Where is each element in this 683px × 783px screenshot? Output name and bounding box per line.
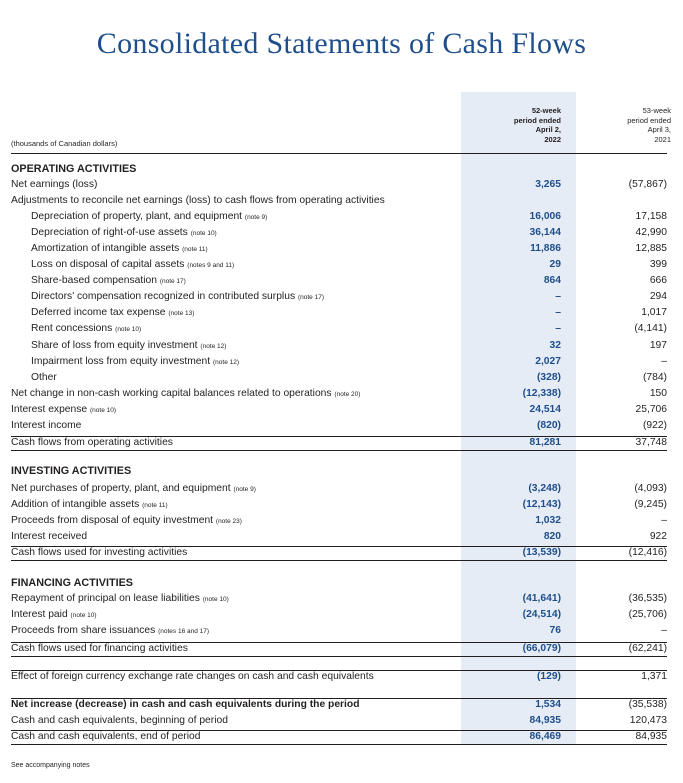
current-period-value: 29 xyxy=(549,259,561,270)
row-label xyxy=(11,625,209,636)
prior-period-value: 1,371 xyxy=(641,671,667,682)
table-row xyxy=(11,226,667,241)
current-period-value: (12,338) xyxy=(522,388,561,399)
row-label xyxy=(11,609,97,620)
row-label xyxy=(31,323,141,334)
prior-period-header: 53-week period ended April 3, 2021 xyxy=(627,106,671,144)
table-row xyxy=(11,698,667,713)
row-label-text: Directors' compensation recognized in contributed surplus xyxy=(31,291,296,302)
prior-period-value: 17,158 xyxy=(635,211,667,222)
row-label xyxy=(11,531,87,542)
note-reference: (notes 9 and 11) xyxy=(187,262,235,269)
current-period-value: 2,027 xyxy=(535,356,561,367)
row-label xyxy=(11,465,131,477)
prior-period-value: (784) xyxy=(642,372,667,383)
prior-period-value: 399 xyxy=(649,259,667,270)
current-period-value: 864 xyxy=(543,275,561,286)
prior-period-value: 120,473 xyxy=(629,715,667,726)
row-label-text: INVESTING ACTIVITIES xyxy=(11,465,132,477)
current-period-value: (820) xyxy=(536,420,561,431)
row-label xyxy=(11,515,242,526)
current-period-value: (24,514) xyxy=(522,609,561,620)
row-label xyxy=(31,291,324,302)
note-reference: (note 17) xyxy=(159,278,186,285)
table-row xyxy=(11,258,667,273)
row-label xyxy=(31,307,194,318)
row-label-text: Cash flows from operating activities xyxy=(11,437,173,448)
table-row xyxy=(11,194,667,209)
table-row xyxy=(11,162,667,177)
current-period-value: 16,006 xyxy=(529,211,561,222)
row-label-text: Proceeds from disposal of equity investment xyxy=(11,515,214,526)
row-label xyxy=(11,483,256,494)
prior-period-value: (25,706) xyxy=(628,609,667,620)
row-label-text: Rent concessions xyxy=(31,323,113,334)
current-period-value: (66,079) xyxy=(522,643,561,654)
table-row xyxy=(11,514,667,529)
current-period-value: (3,248) xyxy=(528,483,561,494)
current-period-value: (41,641) xyxy=(522,593,561,604)
row-label-text: Deferred income tax expense xyxy=(31,307,166,318)
note-reference: (note 11) xyxy=(142,502,168,509)
row-label xyxy=(31,259,234,270)
row-label xyxy=(11,420,81,431)
prior-period-value: 666 xyxy=(649,275,667,286)
note-reference: (note 12) xyxy=(200,343,227,350)
current-period-value: 24,514 xyxy=(529,404,561,415)
row-label-text: Amortization of intangible assets xyxy=(31,243,180,254)
row-label-text: Loss on disposal of capital assets xyxy=(31,259,185,270)
row-label xyxy=(11,671,374,682)
current-period-header: 52-week period ended April 2, 2022 xyxy=(513,106,561,144)
row-label xyxy=(11,195,385,206)
current-period-value: (129) xyxy=(536,671,561,682)
note-reference: (notes 16 and 17) xyxy=(158,628,210,635)
prior-period-value: (922) xyxy=(642,420,667,431)
current-period-value: 3,265 xyxy=(535,179,561,190)
prior-period-value: 37,748 xyxy=(635,437,667,448)
row-label-text: Interest income xyxy=(11,420,82,431)
row-label-text: Interest received xyxy=(11,531,88,542)
table-row xyxy=(11,355,667,370)
row-label-text: Adjustments to reconcile net earnings (loss) to cash flows from operating activities xyxy=(11,195,385,206)
current-period-value: 32 xyxy=(549,340,561,351)
row-label-text: Cash flows used for financing activities xyxy=(11,643,188,654)
current-period-value: 36,144 xyxy=(529,227,561,238)
units-label: (thousands of Canadian dollars) xyxy=(11,139,118,148)
note-reference: (note 10) xyxy=(190,230,217,237)
row-label-text: OPERATING ACTIVITIES xyxy=(11,163,137,175)
row-label xyxy=(11,499,168,510)
row-label-text: Net change in non-cash working capital balances related to operations xyxy=(11,388,332,399)
row-label xyxy=(11,699,360,710)
row-label-text: Other xyxy=(31,372,57,383)
row-label-text: Cash flows used for investing activities xyxy=(11,547,188,558)
row-label-text: Share-based compensation xyxy=(31,275,157,286)
prior-period-value: (57,867) xyxy=(628,179,667,190)
row-label-text: Impairment loss from equity investment xyxy=(31,356,211,367)
prior-period-value: 294 xyxy=(649,291,667,302)
current-period-value: (13,539) xyxy=(522,547,561,558)
note-reference: (note 17) xyxy=(297,294,325,301)
footnote: See accompanying notes xyxy=(11,762,90,769)
current-period-value: – xyxy=(555,291,561,302)
row-label xyxy=(31,211,267,222)
table-row xyxy=(11,403,667,418)
row-label xyxy=(31,340,226,351)
table-row xyxy=(11,274,667,289)
row-label xyxy=(11,179,97,190)
table-row xyxy=(11,464,667,479)
prior-period-value: (36,535) xyxy=(628,593,667,604)
current-period-value: – xyxy=(555,323,561,334)
prior-period-value: 1,017 xyxy=(641,307,667,318)
row-label xyxy=(31,372,57,383)
row-label xyxy=(11,577,133,589)
row-label-text: Net increase (decrease) in cash and cash equivalents during the period xyxy=(11,699,360,710)
row-label xyxy=(11,731,200,742)
row-label xyxy=(11,404,116,415)
prior-period-value: (35,538) xyxy=(628,699,667,710)
row-label-text: Depreciation of property, plant, and equipment xyxy=(31,211,243,222)
table-row xyxy=(11,482,667,497)
note-reference: (note 9) xyxy=(233,486,256,493)
table-row xyxy=(11,546,667,561)
table-row xyxy=(11,576,667,591)
row-label-text: FINANCING ACTIVITIES xyxy=(11,577,133,589)
current-period-value: 86,469 xyxy=(529,731,561,742)
page-title: Consolidated Statements of Cash Flows xyxy=(96,27,587,60)
current-period-value: – xyxy=(555,307,561,318)
current-period-value: 1,032 xyxy=(535,515,561,526)
table-row xyxy=(11,387,667,402)
current-period-value: (12,143) xyxy=(522,499,561,510)
row-label-text: Cash and cash equivalents, beginning of period xyxy=(11,715,228,726)
row-label-text: Repayment of principal on lease liabilities xyxy=(11,593,200,604)
note-reference: (note 12) xyxy=(213,359,240,366)
row-label xyxy=(11,388,360,399)
table-row xyxy=(11,371,667,386)
row-label-text: Effect of foreign currency exchange rate changes on cash and cash equivalents xyxy=(11,671,374,682)
table-row xyxy=(11,339,667,354)
row-label-text: Interest paid xyxy=(11,609,68,620)
row-label-text: Addition of intangible assets xyxy=(11,499,140,510)
row-label xyxy=(11,593,229,604)
table-row xyxy=(11,322,667,337)
note-reference: (note 10) xyxy=(90,407,117,414)
row-label xyxy=(11,437,173,448)
row-label xyxy=(11,547,187,558)
prior-period-value: 150 xyxy=(649,388,667,399)
prior-period-value: (12,416) xyxy=(628,547,667,558)
prior-period-value: (9,245) xyxy=(634,499,667,510)
row-label-text: Cash and cash equivalents, end of period xyxy=(11,731,201,742)
row-label-text: Net purchases of property, plant, and equipment xyxy=(11,483,231,494)
header-rule xyxy=(11,153,667,154)
current-period-value: 76 xyxy=(549,625,561,636)
row-label xyxy=(31,356,239,367)
note-reference: (note 13) xyxy=(168,310,195,317)
table-row xyxy=(11,498,667,513)
note-reference: (note 9) xyxy=(244,214,268,221)
current-period-value: 11,886 xyxy=(530,243,561,254)
prior-period-value: (4,141) xyxy=(634,323,667,334)
row-label xyxy=(11,715,228,726)
current-period-value: 84,935 xyxy=(529,715,561,726)
table-row xyxy=(11,306,667,321)
row-label xyxy=(31,243,208,254)
prior-period-value: 42,990 xyxy=(635,227,667,238)
table-row xyxy=(11,178,667,193)
current-period-value: 820 xyxy=(543,531,561,542)
prior-period-value: (62,241) xyxy=(628,643,667,654)
table-row xyxy=(11,436,667,451)
prior-period-value: 12,885 xyxy=(635,243,667,254)
note-reference: (note 20) xyxy=(334,391,361,398)
prior-period-value: 25,706 xyxy=(635,404,667,415)
row-label-text: Share of loss from equity investment xyxy=(31,340,198,351)
prior-period-value: – xyxy=(661,625,667,636)
table-row xyxy=(11,290,667,305)
prior-period-value: – xyxy=(661,515,667,526)
current-period-value: 81,281 xyxy=(529,437,561,448)
row-label-text: Proceeds from share issuances xyxy=(11,625,156,636)
prior-period-value: (4,093) xyxy=(634,483,667,494)
row-label xyxy=(11,643,188,654)
row-label xyxy=(11,163,136,175)
note-reference: (note 10) xyxy=(115,326,142,333)
table-row xyxy=(11,642,667,657)
table-row xyxy=(11,242,667,257)
table-row xyxy=(11,714,667,729)
table-row xyxy=(11,730,667,745)
row-label xyxy=(31,275,186,286)
row-label-text: Net earnings (loss) xyxy=(11,179,98,190)
prior-period-value: 197 xyxy=(649,340,667,351)
row-label-text: Interest expense xyxy=(11,404,88,415)
table-row xyxy=(11,419,667,434)
note-reference: (note 10) xyxy=(202,596,229,603)
row-label-text: Depreciation of right-of-use assets xyxy=(31,227,188,238)
table-row xyxy=(11,530,667,545)
row-label xyxy=(31,227,217,238)
table-row xyxy=(11,592,667,607)
prior-period-value: 84,935 xyxy=(635,731,667,742)
table-row xyxy=(11,608,667,623)
note-reference: (note 11) xyxy=(182,246,208,253)
table-row xyxy=(11,210,667,225)
note-reference: (note 10) xyxy=(70,612,97,619)
current-period-value: 1,534 xyxy=(535,699,561,710)
prior-period-value: 922 xyxy=(649,531,667,542)
table-row xyxy=(11,624,667,639)
current-period-value: (328) xyxy=(536,372,561,383)
table-row xyxy=(11,670,667,685)
note-reference: (note 23) xyxy=(215,518,242,525)
prior-period-value: – xyxy=(661,356,667,367)
